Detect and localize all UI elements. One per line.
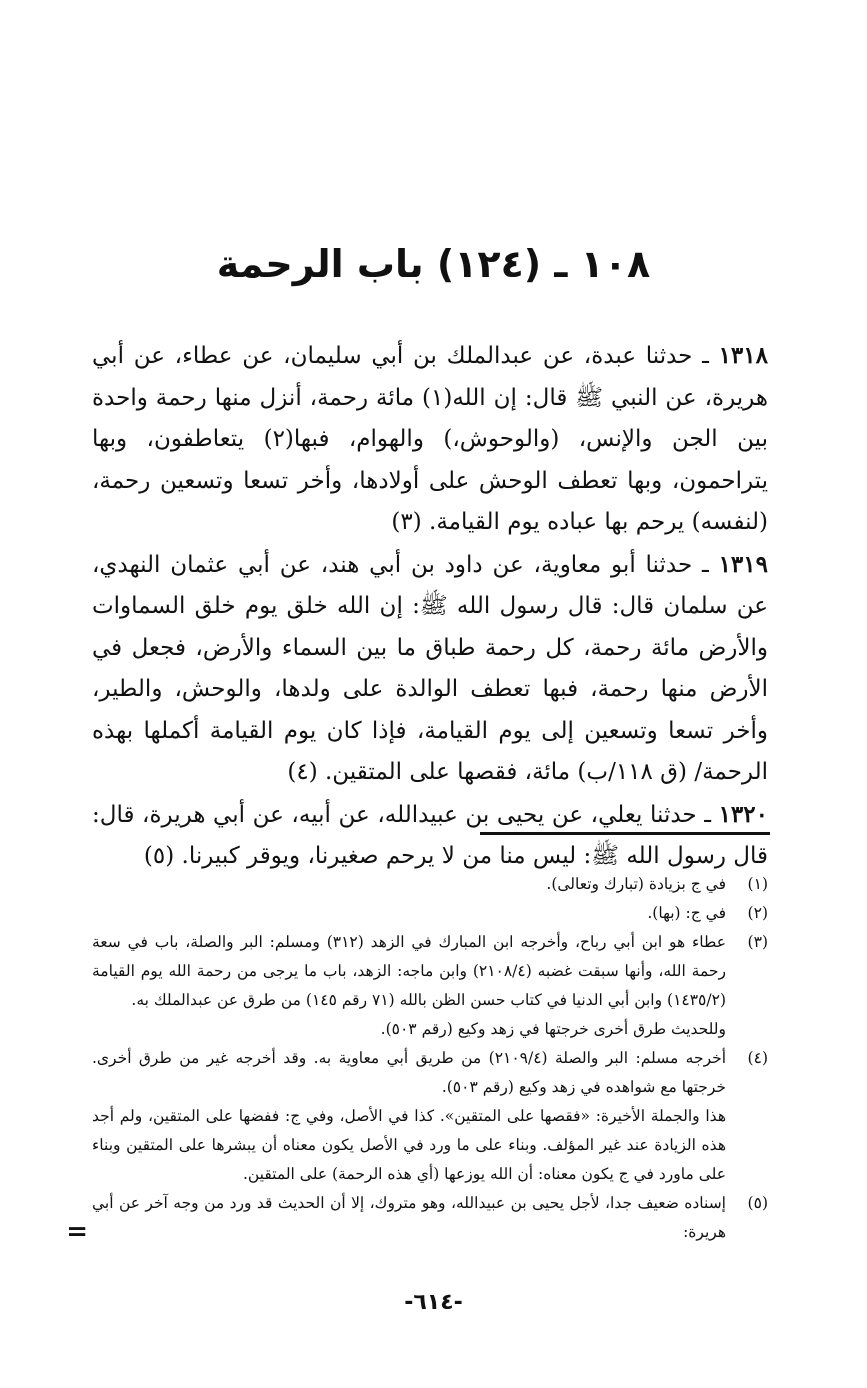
footnote-text: هذا والجملة الأخيرة: «فقصها على المتقين». كذا في الأصل، وفي ج: ففضها على المتقين، ولم أجد هذه الزيادة عند غير المؤلف. وبناء على ما ورد في الأصل يكون معناه أن يبشرها على المتقين وبناء على ماورد في ج يكون معناه: أن الله يوزعها (أي هذه الرحمة) على المتقين. [92,1107,726,1183]
hadith-text-block [92,335,768,878]
footnote-marker: (٣) [747,933,768,951]
hadith-number: ١٣١٨ [718,342,768,369]
footnote [92,928,768,1044]
footnote-body [92,1044,726,1189]
footnote-marker: (١) [747,875,768,893]
footnote-marker: (٢) [747,904,768,922]
footnote-text: عطاء هو ابن أبي رباح، وأخرجه ابن المبارك في الزهد (٣١٢) ومسلم: البر والصلة، باب في سعة رحمة الله، وأنها سبقت غضبه (٢١٠٨/٤) وابن ماجه: الزهد، باب ما يرجى من رحمة الله يوم القيامة (١٤٣٥/٢) وابن أبي الدنيا في كتاب حسن الظن بالله (٧١ رقم ١٤٥) من طرق عن عبدالملك به. [92,933,726,1009]
footnote-body [92,928,726,1044]
footnote-text: أخرجه مسلم: البر والصلة (٢١٠٩/٤) من طريق أبي معاوية به. وقد أخرجه غير من طرق أخرى. خرجتها مع شواهده في زهد وكيع (رقم ٥٠٣). [92,1049,727,1096]
hadith-number: ١٣٢٠ [718,800,768,828]
chapter-title: ١٠٨ ـ (١٢٤) باب الرحمة [216,242,651,286]
footnote-text: وللحديث طرق أخرى خرجتها في زهد وكيع (رقم ٥٠٣). [380,1020,726,1038]
footnote-text: إسناده ضعيف جدا، لأجل يحيى بن عبيدالله، وهو متروك، إلا أن الحديث قد ورد من وجه آخر عن أبي هريرة: [92,1194,726,1241]
footnote-text: في ج: (بها). [647,904,726,922]
hadith-paragraph [92,544,768,794]
page-number: -٦١٤- [404,1290,463,1315]
footnote-text: في ج بزيادة (تبارك وتعالى). [546,875,726,893]
hadith-text: ـ حدثنا عبدة، عن عبدالملك بن أبي سليمان، عن عطاء، عن أبي هريرة، عن النبي ﷺ قال: إن الله(١) مائة رحمة، أنزل منها رحمة واحدة بين الجن والإنس، (والوحوش،) والهوام، فبها(٢) يتعاطفون، وبها يتراحمون، وبها تعطف الوحش على أولادها، وأخر تسعا وتسعين رحمة، (لنفسه) يرحم بها عباده يوم القيامة. (٣) [92,343,768,535]
continuation-mark: = [66,1217,88,1247]
footnote-divider [480,832,770,835]
hadith-text: ـ حدثنا يعلي، عن يحيى بن عبيدالله، عن أبيه، عن أبي هريرة، قال: قال رسول الله ﷺ: ليس منا من لا يرحم صغيرنا، ويوقر كبيرنا. (٥) [92,801,768,869]
footnote-body [92,870,726,899]
footnote-body [92,899,726,928]
footnote-marker: (٥) [747,1194,768,1212]
footnote [92,1189,768,1247]
hadith-paragraph [92,335,768,544]
footnote-body [92,1189,726,1247]
footnote [92,1044,768,1189]
hadith-text: ـ حدثنا أبو معاوية، عن داود بن أبي هند، عن أبي عثمان النهدي، عن سلمان قال: قال رسول الله ﷺ: إن الله خلق يوم خلق السماوات والأرض مائة رحمة، كل رحمة طباق ما بين السماء والأرض، فجعل في الأرض منها رحمة، فبها تعطف الوالدة على ولدها، والوحش، والطير، وأخر تسعا وتسعين إلى يوم القيامة، فإذا كان يوم القيامة أكملها بهذه الرحمة/ (ق ١١٨/ب) مائة، فقصها على المتقين. (٤) [92,551,768,785]
footnote [92,899,768,928]
hadith-number: ١٣١٩ [718,550,768,578]
footnote-marker: (٤) [747,1049,768,1067]
footnotes-block [92,870,768,1247]
hadith-paragraph [92,794,768,878]
footnote [92,870,768,899]
